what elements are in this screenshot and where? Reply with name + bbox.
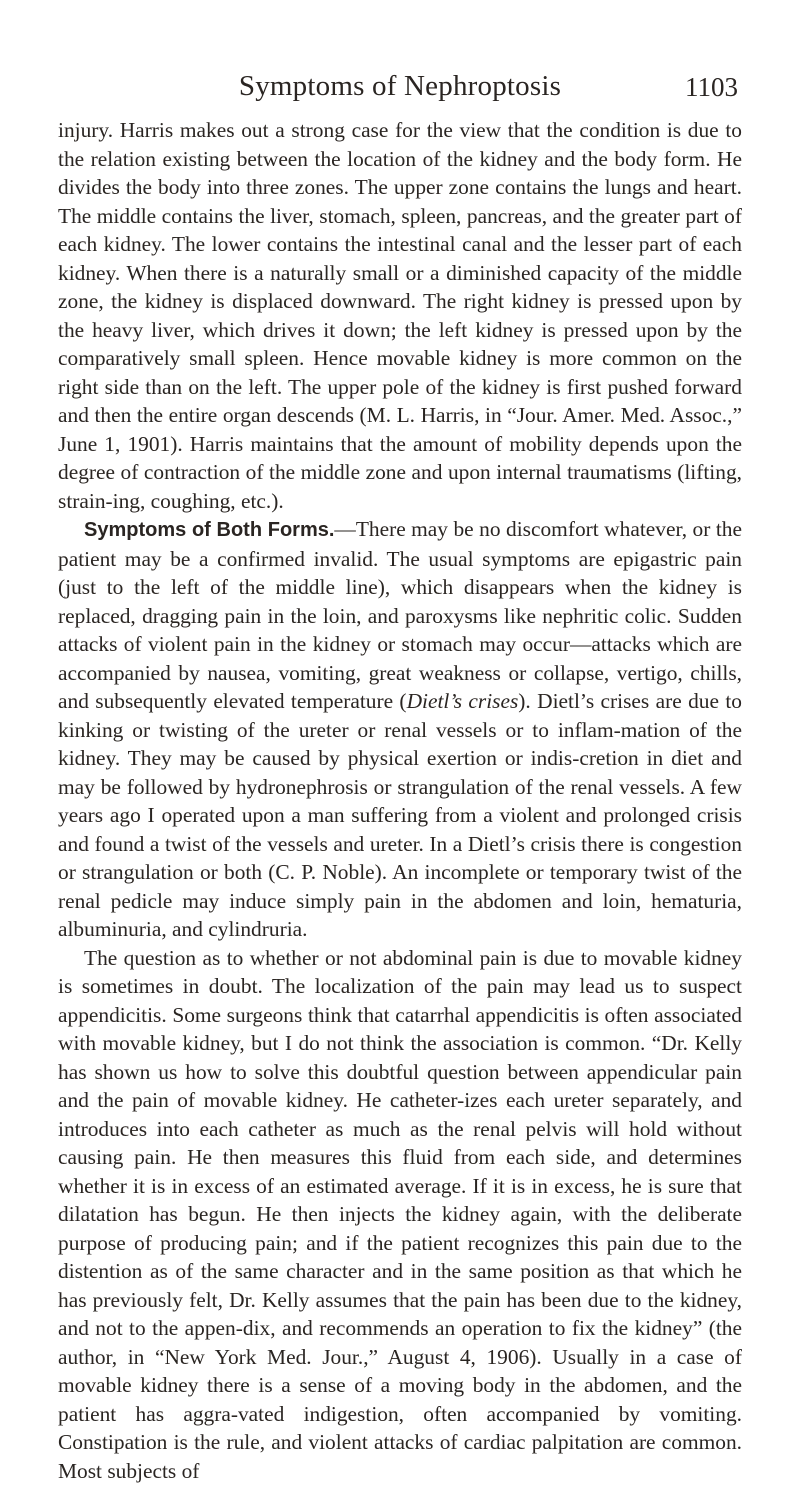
paragraph-text: —There may be no discomfort whatever, or the patient may be a confirmed invalid. The usual symptoms are epigastric pain (just to the left of the middle line), which disappears when the kidney is replaced, dragging pain in the loin, and paroxysms like nephritic colic. Sudden attacks of violent pain in the kidney or stomach may occur—attacks which are accompanied by nausea, vomiting, great weakness or collapse, vertigo, chills, and subsequently elevated temperature ( xyxy=(58,517,742,713)
italic-term: Dietl’s crises xyxy=(407,689,519,713)
body-text xyxy=(58,116,742,1485)
running-head xyxy=(0,66,800,106)
paragraph-harris-zones: injury. Harris makes out a strong case for the view that the condition is due to the relation existing between the location of the kidney and the body form. He divides the body into three zones. The upper zone contains the lungs and heart. The middle contains the liver, stomach, spleen, pancreas, and the greater part of each kidney. The lower contains the intestinal canal and the lesser part of each kidney. When there is a naturally small or a diminished capacity of the middle zone, the kidney is displaced downward. The right kidney is pressed upon by the heavy liver, which drives it down; the left kidney is pressed upon by the comparatively small spleen. Hence movable kidney is more common on the right side than on the left. The upper pole of the kidney is first pushed forward and then the entire organ descends (M. L. Harris, in “Jour. Amer. Med. Assoc.,” June 1, 1901). Harris maintains that the amount of mobility depends upon the degree of contraction of the middle zone and upon internal traumatisms (lifting, strain-ing, coughing, etc.). xyxy=(58,116,742,515)
section-heading: Symptoms of Both Forms. xyxy=(84,519,334,541)
paragraph-text: ). Dietl’s crises are due to kinking or twisting of the ureter or renal vessels or to inflam-mation of the kidney. They may be caused by physical exertion or indis-cretion in diet and may be followed by hydronephrosis or strangulation of the renal vessels. A few years ago I operated upon a man suffering from a violent and prolonged crisis and found a twist of the vessels and ureter. In a Dietl’s crisis there is congestion or strangulation or both (C. P. Noble). An incomplete or temporary twist of the renal pedicle may induce simply pain in the abdomen and loin, hematuria, albuminuria, and cylindruria. xyxy=(58,689,742,941)
running-head-title: Symptoms of Nephroptosis xyxy=(0,70,800,103)
paragraph-abdominal-pain: The question as to whether or not abdominal pain is due to movable kidney is sometimes in doubt. The localization of the pain may lead us to suspect appendicitis. Some surgeons think that catarrhal appendicitis is often associated with movable kidney, but I do not think the association is common. “Dr. Kelly has shown us how to solve this doubtful question between appendicular pain and the pain of movable kidney. He catheter-izes each ureter separately, and introduces into each catheter as much as the renal pelvis will hold without causing pain. He then measures this fluid from each side, and determines whether it is in excess of an estimated average. If it is in excess, he is sure that dilatation has begun. He then injects the kidney again, with the deliberate purpose of producing pain; and if the patient recognizes this pain due to the distention as of the same character and in the same position as that which he has previously felt, Dr. Kelly assumes that the pain has been due to the kidney, and not to the appen-dix, and recommends an operation to fix the kidney” (the author, in “New York Med. Jour.,” August 4, 1906). Usually in a case of movable kidney there is a sense of a moving body in the abdomen, and the patient has aggra-vated indigestion, often accompanied by vomiting. Constipation is the rule, and violent attacks of cardiac palpitation are common. Most subjects of xyxy=(58,944,742,1485)
paragraph-symptoms-both-forms xyxy=(58,515,742,944)
page-number: 1103 xyxy=(685,72,738,103)
